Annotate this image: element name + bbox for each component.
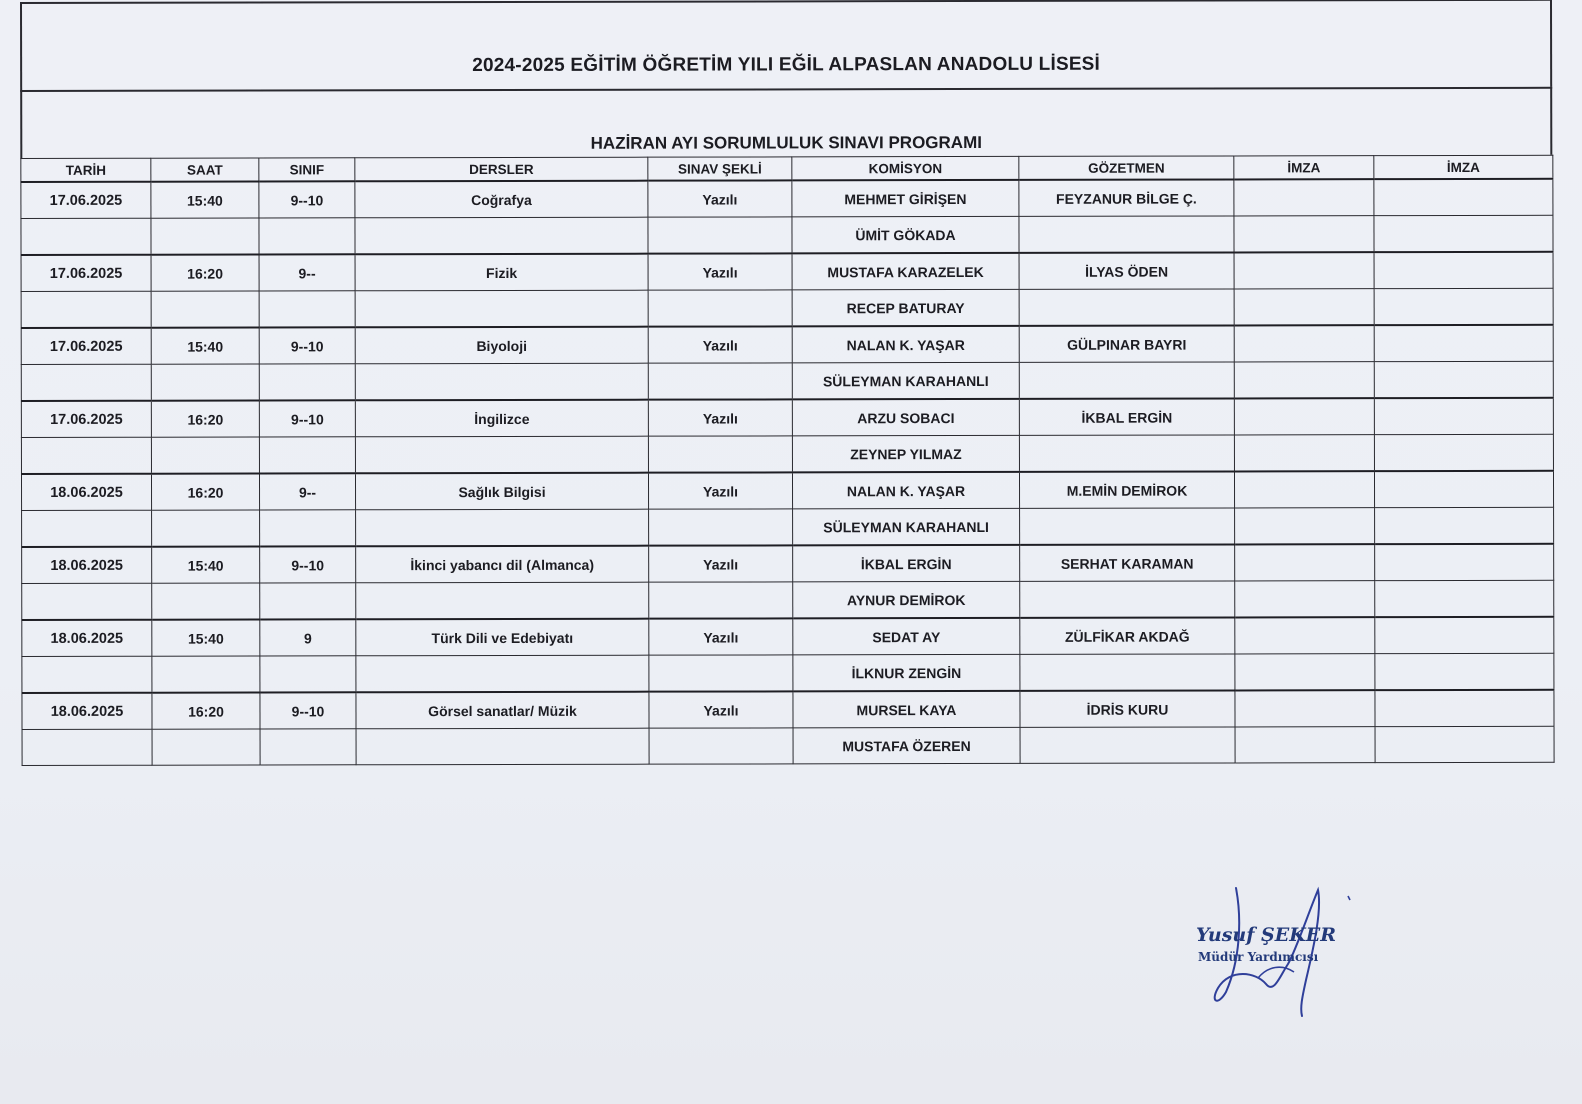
cell-course: Biyoloji <box>355 327 648 364</box>
document-title: 2024-2025 EĞİTİM ÖĞRETİM YILI EĞİL ALPASLAN ANADOLU LİSESİ <box>472 53 1101 77</box>
table-row <box>22 726 1554 765</box>
cell-proctor: SERHAT KARAMAN <box>1020 544 1235 581</box>
table-row <box>22 690 1554 730</box>
cell-course: Fizik <box>355 254 648 291</box>
cell-exam-type: Yazılı <box>648 326 792 363</box>
cell-time: 15:40 <box>151 327 259 364</box>
cell-signature <box>1375 690 1554 727</box>
cell-signature <box>1374 252 1553 289</box>
cell-commission: İKBAL ERGİN <box>793 545 1020 582</box>
cell-class: 9 <box>260 619 356 656</box>
cell-time: 16:20 <box>151 473 259 510</box>
cell-commission: NALAN K. YAŞAR <box>792 326 1019 363</box>
cell-date: 18.06.2025 <box>21 474 151 511</box>
cell-course: Türk Dili ve Edebiyatı <box>356 619 649 656</box>
cell-signature <box>1234 252 1374 289</box>
cell-course: Görsel sanatlar/ Müzik <box>356 692 649 729</box>
cell-exam-type: Yazılı <box>649 545 793 582</box>
cell-commission: MUSTAFA ÖZEREN <box>793 727 1020 763</box>
cell-date: 18.06.2025 <box>22 693 152 730</box>
cell-proctor: M.EMİN DEMİROK <box>1019 471 1234 508</box>
cell-date: 17.06.2025 <box>21 255 151 292</box>
cell-signature <box>1375 544 1554 581</box>
signature-role: Müdür Yardımcısı <box>1198 950 1319 964</box>
cell-time: 16:20 <box>151 400 259 437</box>
cell-time: 16:20 <box>151 254 259 291</box>
cell-time: 15:40 <box>151 182 259 219</box>
cell-date: 17.06.2025 <box>21 401 151 438</box>
cell-date: 17.06.2025 <box>21 328 151 365</box>
title-box <box>20 0 1552 90</box>
cell-commission: SÜLEYMAN KARAHANLI <box>793 508 1020 545</box>
cell-commission: NALAN K. YAŞAR <box>792 472 1019 509</box>
exam-schedule-document <box>20 0 1554 766</box>
header-signature-1: İMZA <box>1234 156 1374 180</box>
table-row <box>21 434 1553 474</box>
cell-proctor: İKBAL ERGİN <box>1019 398 1234 435</box>
cell-class: 9-- <box>259 473 355 510</box>
cell-date: 18.06.2025 <box>22 620 152 657</box>
cell-exam-type: Yazılı <box>648 399 792 436</box>
cell-commission: MEHMET GİRİŞEN <box>792 180 1019 217</box>
table-row <box>22 544 1554 584</box>
table-row <box>22 653 1554 693</box>
cell-signature <box>1234 179 1374 216</box>
table-row <box>22 617 1554 657</box>
table-body <box>21 179 1554 766</box>
cell-commission: MUSTAFA KARAZELEK <box>792 253 1019 290</box>
cell-signature <box>1234 325 1374 362</box>
subtitle-box <box>20 87 1552 158</box>
cell-class: 9--10 <box>259 181 355 218</box>
cell-commission: ZEYNEP YILMAZ <box>792 435 1019 472</box>
cell-commission: ÜMİT GÖKADA <box>792 216 1019 253</box>
signature-name: Yusuf ŞEKER <box>1196 924 1337 946</box>
table-row <box>21 398 1553 438</box>
cell-commission: AYNUR DEMİROK <box>793 581 1020 618</box>
cell-proctor: GÜLPINAR BAYRI <box>1019 325 1234 362</box>
cell-class: 9--10 <box>259 400 355 437</box>
cell-commission: MURSEL KAYA <box>793 691 1020 728</box>
cell-date: 18.06.2025 <box>22 547 152 584</box>
cell-signature <box>1374 325 1553 362</box>
cell-exam-type: Yazılı <box>648 472 792 509</box>
table-header-row <box>21 155 1553 182</box>
cell-course: Sağlık Bilgisi <box>355 473 648 510</box>
cell-signature <box>1235 690 1375 727</box>
header-date: TARİH <box>21 158 151 182</box>
signature-block <box>1196 880 1366 1020</box>
cell-proctor: FEYZANUR BİLGE Ç. <box>1019 179 1234 216</box>
table-row <box>22 507 1554 547</box>
cell-class: 9--10 <box>260 546 356 583</box>
cell-proctor: İDRİS KURU <box>1020 690 1235 727</box>
cell-signature <box>1374 398 1553 435</box>
cell-proctor: ZÜLFİKAR AKDAĞ <box>1020 617 1235 654</box>
header-time: SAAT <box>151 158 259 182</box>
cell-course: İngilizce <box>355 400 648 437</box>
header-commission: KOMİSYON <box>792 156 1019 180</box>
cell-signature <box>1374 471 1553 508</box>
table-row <box>21 325 1553 365</box>
document-subtitle: HAZİRAN AYI SORUMLULUK SINAVI PROGRAMI <box>590 132 982 153</box>
cell-time: 16:20 <box>152 692 260 729</box>
cell-class: 9-- <box>259 254 355 291</box>
cell-proctor: İLYAS ÖDEN <box>1019 252 1234 289</box>
cell-time: 15:40 <box>152 546 260 583</box>
header-exam-type: SINAV ŞEKLİ <box>648 157 792 181</box>
table-row <box>21 179 1553 219</box>
cell-signature <box>1375 617 1554 654</box>
cell-class: 9--10 <box>259 327 355 364</box>
cell-exam-type: Yazılı <box>649 691 793 728</box>
table-row <box>21 288 1553 328</box>
cell-date: 17.06.2025 <box>21 182 151 219</box>
cell-signature <box>1235 617 1375 654</box>
cell-commission: SÜLEYMAN KARAHANLI <box>792 362 1019 399</box>
cell-course: Coğrafya <box>355 181 648 218</box>
cell-time: 15:40 <box>152 619 260 656</box>
cell-exam-type: Yazılı <box>648 180 792 217</box>
cell-class: 9--10 <box>260 692 356 729</box>
cell-exam-type: Yazılı <box>648 253 792 290</box>
table-row <box>21 252 1553 292</box>
header-proctor: GÖZETMEN <box>1019 156 1234 180</box>
table-row <box>21 361 1553 401</box>
cell-commission: ARZU SOBACI <box>792 399 1019 436</box>
cell-signature <box>1234 398 1374 435</box>
table-row <box>21 215 1553 255</box>
cell-commission: SEDAT AY <box>793 618 1020 655</box>
table-row <box>22 580 1554 620</box>
header-signature-2: İMZA <box>1374 155 1553 179</box>
table-row <box>21 471 1553 511</box>
header-courses: DERSLER <box>355 157 648 181</box>
cell-signature <box>1235 544 1375 581</box>
cell-commission: RECEP BATURAY <box>792 289 1019 326</box>
cell-course: İkinci yabancı dil (Almanca) <box>356 546 649 583</box>
cell-signature <box>1234 471 1374 508</box>
header-class: SINIF <box>259 158 355 182</box>
cell-exam-type: Yazılı <box>649 618 793 655</box>
cell-commission: İLKNUR ZENGİN <box>793 654 1020 691</box>
cell-signature <box>1374 179 1553 216</box>
exam-schedule-table <box>20 155 1554 766</box>
